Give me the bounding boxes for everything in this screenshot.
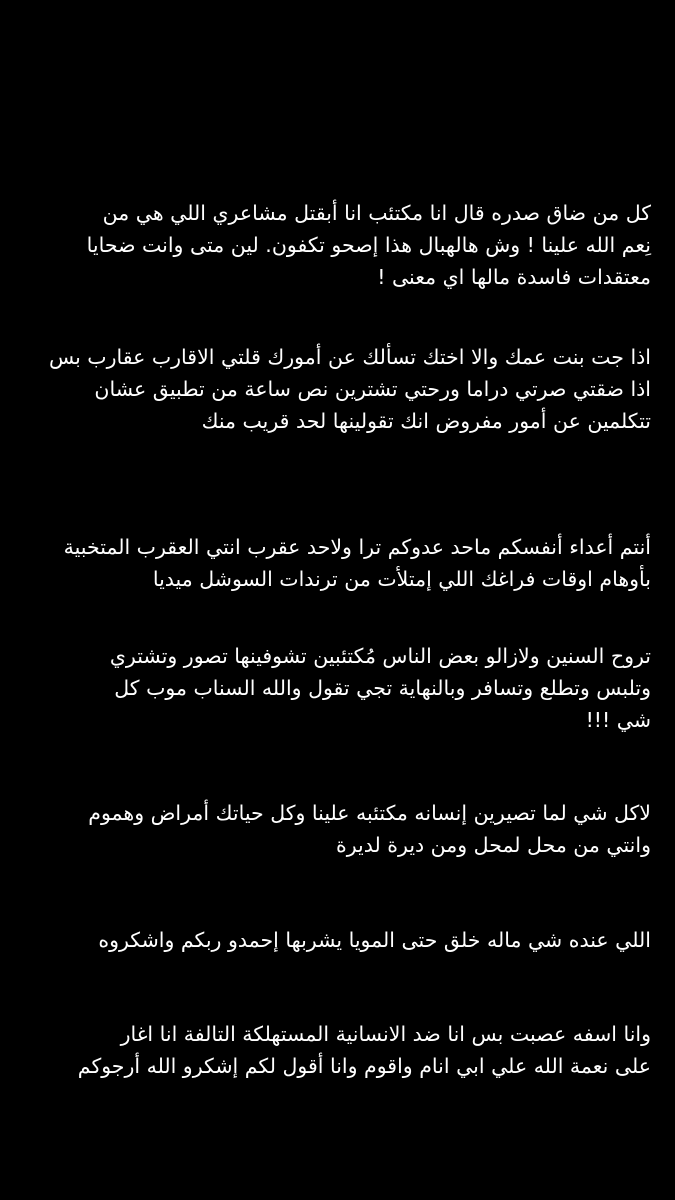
story-line: تتكلمين عن أمور مفروض انك تقولينها لحد قريب منك (201, 409, 651, 433)
story-line: وانا اسفه عصبت بس انا ضد الانسانية المستهلكة التالفة انا اغار (120, 1022, 651, 1046)
story-line: اللي عنده شي ماله خلق حتى المويا يشربها إحمدو ربكم واشكروه (98, 928, 651, 952)
story-paragraph-2 (40, 341, 651, 437)
story-line: اذا جت بنت عمك والا اختك تسألك عن أمورك قلتي الاقارب عقارب بس (48, 345, 651, 369)
story-line: معتقدات فاسدة مالها اي معنى ! (377, 265, 651, 289)
story-paragraph-1 (40, 197, 651, 293)
story-line: أنتم أعداء أنفسكم ماحد عدوكم ترا ولاحد عقرب انتي العقرب المتخبية (63, 535, 651, 559)
story-paragraph-3 (40, 531, 651, 595)
story-line: نِعم الله علينا ! وش هالهبال هذا إصحو تكفون. لين متى وانت ضحايا (86, 233, 651, 257)
story-paragraph-6 (40, 924, 651, 956)
story-line: تروح السنين ولازالو بعض الناس مُكتئبين تشوفينها تصور وتشتري (109, 644, 651, 668)
story-paragraph-5 (40, 797, 651, 861)
story-line: وانتي من محل لمحل ومن ديرة لديرة (336, 833, 651, 857)
story-line: على نعمة الله علي ابي انام واقوم وانا أقول لكم إشكرو الله أرجوكم (77, 1054, 651, 1078)
story-paragraph-4 (40, 640, 651, 736)
story-line: شي !!! (585, 708, 651, 732)
story-line: اذا ضقتي صرتي دراما ورحتي تشترين نص ساعة من تطبيق عشان (94, 377, 651, 401)
story-paragraph-7 (40, 1018, 651, 1082)
story-line: بأوهام اوقات فراغك اللي إمتلأت من ترندات السوشل ميديا (152, 567, 651, 591)
story-line: لاكل شي لما تصيرين إنسانه مكتئبه علينا وكل حياتك أمراض وهموم (88, 801, 651, 825)
story-line: وتلبس وتطلع وتسافر وبالنهاية تجي تقول والله السناب موب كل (114, 676, 651, 700)
story-line: كل من ضاق صدره قال انا مكتئب انا أبقتل مشاعري اللي هي من (102, 201, 651, 225)
